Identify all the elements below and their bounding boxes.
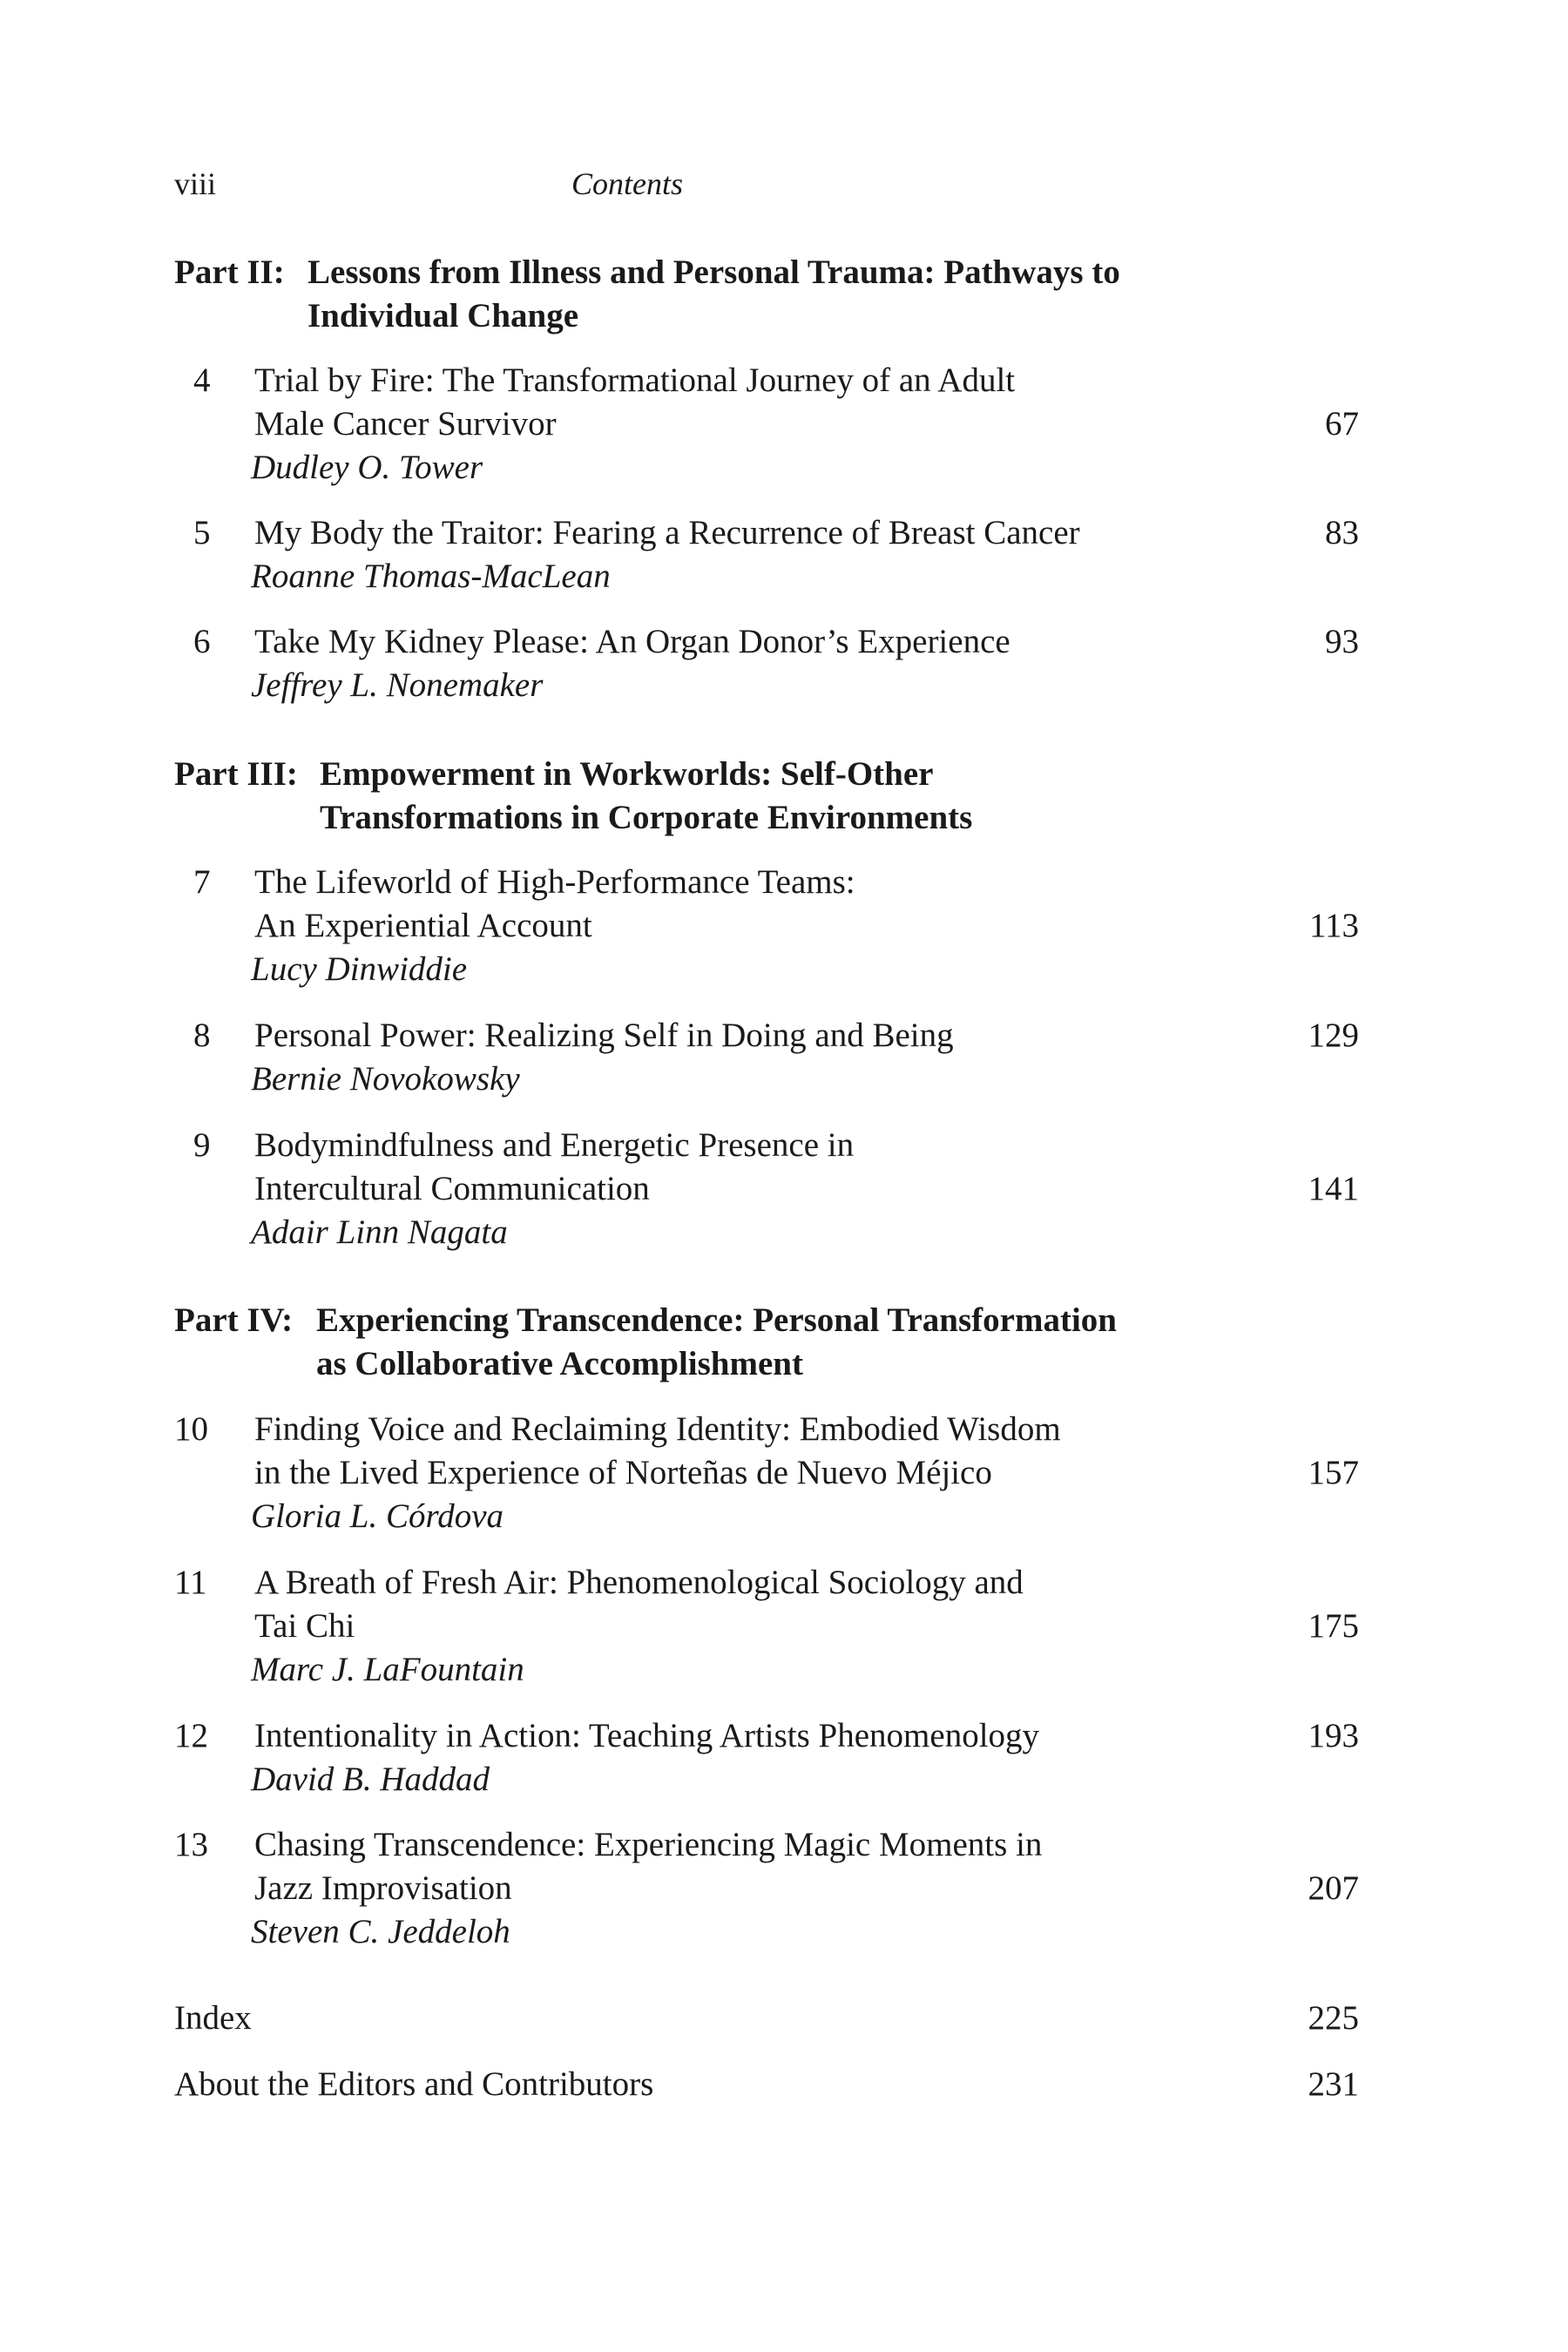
chapter-author: Dudley O. Tower [251, 449, 483, 486]
chapter-title-line: Finding Voice and Reclaiming Identity: Embodied Wisdom [254, 1410, 1061, 1448]
chapter-number: 8 [193, 1017, 211, 1054]
chapter-number: 7 [193, 863, 211, 901]
page-number: 113 [1308, 907, 1359, 944]
chapter-title-line: My Body the Traitor: Fearing a Recurrence of Breast Cancer [254, 514, 1080, 551]
page-number: 225 [1308, 1999, 1359, 2037]
chapter-author: Marc J. LaFountain [251, 1651, 524, 1688]
running-head [174, 166, 1359, 209]
part-title [320, 753, 1226, 840]
contents-page [174, 0, 1359, 2352]
chapter-number: 10 [174, 1410, 208, 1448]
page-folio: viii [174, 166, 217, 201]
chapter-number: 9 [193, 1126, 211, 1164]
chapter-title-line: Chasing Transcendence: Experiencing Magic Moments in [254, 1826, 1043, 1863]
chapter-title [251, 1714, 1282, 1801]
chapter-title-line: Intercultural Communication [254, 1170, 650, 1207]
page-number: 175 [1308, 1607, 1359, 1645]
chapter-author: Steven C. Jeddeloh [251, 1913, 510, 1950]
chapter-title [251, 1124, 1282, 1254]
chapter-title-line: An Experiential Account [254, 907, 592, 944]
chapter-title-line: Personal Power: Realizing Self in Doing and Being [254, 1017, 954, 1054]
part-title-line: as Collaborative Accomplishment [316, 1345, 803, 1382]
page-number: 193 [1308, 1717, 1359, 1754]
chapter-author: David B. Haddad [251, 1761, 490, 1798]
chapter-number: 4 [193, 362, 211, 399]
chapter-number: 11 [174, 1564, 207, 1601]
chapter-author: Bernie Novokowsky [251, 1060, 520, 1098]
part-title-line: Empowerment in Workworlds: Self-Other [320, 755, 934, 793]
chapter-title [251, 1561, 1282, 1692]
chapter-number: 12 [174, 1717, 208, 1754]
part-label: Part IV: [174, 1301, 294, 1339]
chapter-title [251, 1014, 1282, 1101]
page-number: 207 [1308, 1869, 1359, 1907]
chapter-title [251, 861, 1282, 991]
part-title [308, 251, 1213, 338]
chapter-title [251, 1823, 1282, 1954]
chapter-author: Roanne Thomas-MacLean [251, 558, 611, 595]
page-number: 231 [1308, 2065, 1359, 2103]
chapter-number: 5 [193, 514, 211, 551]
part-label: Part II: [174, 253, 285, 291]
chapter-title-line: Trial by Fire: The Transformational Journey of an Adult [254, 362, 1016, 399]
chapter-title-line: Take My Kidney Please: An Organ Donor’s Experience [254, 623, 1010, 660]
chapter-title-line: Jazz Improvisation [254, 1869, 512, 1907]
chapter-author: Adair Linn Nagata [251, 1213, 508, 1251]
chapter-title-line: in the Lived Experience of Norteñas de Nuevo Méjico [254, 1454, 992, 1491]
part-title [316, 1299, 1222, 1386]
part-title-line: Individual Change [308, 297, 579, 335]
chapter-author: Gloria L. Córdova [251, 1497, 504, 1535]
chapter-number: 13 [174, 1826, 208, 1863]
chapter-title-line: Male Cancer Survivor [254, 405, 557, 443]
entry-label: Index [174, 1999, 252, 2037]
page-number: 157 [1308, 1454, 1359, 1491]
part-title-line: Lessons from Illness and Personal Trauma: Pathways to [308, 253, 1120, 291]
page-number: 141 [1308, 1170, 1359, 1207]
running-title: Contents [571, 166, 683, 201]
entry-label: About the Editors and Contributors [174, 2065, 654, 2103]
chapter-title-line: The Lifeworld of High-Performance Teams: [254, 863, 855, 901]
chapter-author: Lucy Dinwiddie [251, 950, 468, 988]
chapter-title [251, 620, 1282, 707]
chapter-title-line: Tai Chi [254, 1607, 355, 1645]
chapter-title [251, 359, 1282, 490]
chapter-title-line: Intentionality in Action: Teaching Artists Phenomenology [254, 1717, 1040, 1754]
part-title-line: Experiencing Transcendence: Personal Transformation [316, 1301, 1117, 1339]
page-number: 93 [1325, 623, 1359, 660]
chapter-title-line: Bodymindfulness and Energetic Presence in [254, 1126, 855, 1164]
page-number: 129 [1308, 1017, 1359, 1054]
chapter-number: 6 [193, 623, 211, 660]
page-number: 67 [1325, 405, 1359, 443]
chapter-title [251, 511, 1282, 598]
chapter-author: Jeffrey L. Nonemaker [251, 666, 544, 704]
chapter-title [251, 1408, 1282, 1538]
page-number: 83 [1325, 514, 1359, 551]
part-title-line: Transformations in Corporate Environments [320, 799, 973, 836]
chapter-title-line: A Breath of Fresh Air: Phenomenological Sociology and [254, 1564, 1024, 1601]
part-label: Part III: [174, 755, 298, 793]
